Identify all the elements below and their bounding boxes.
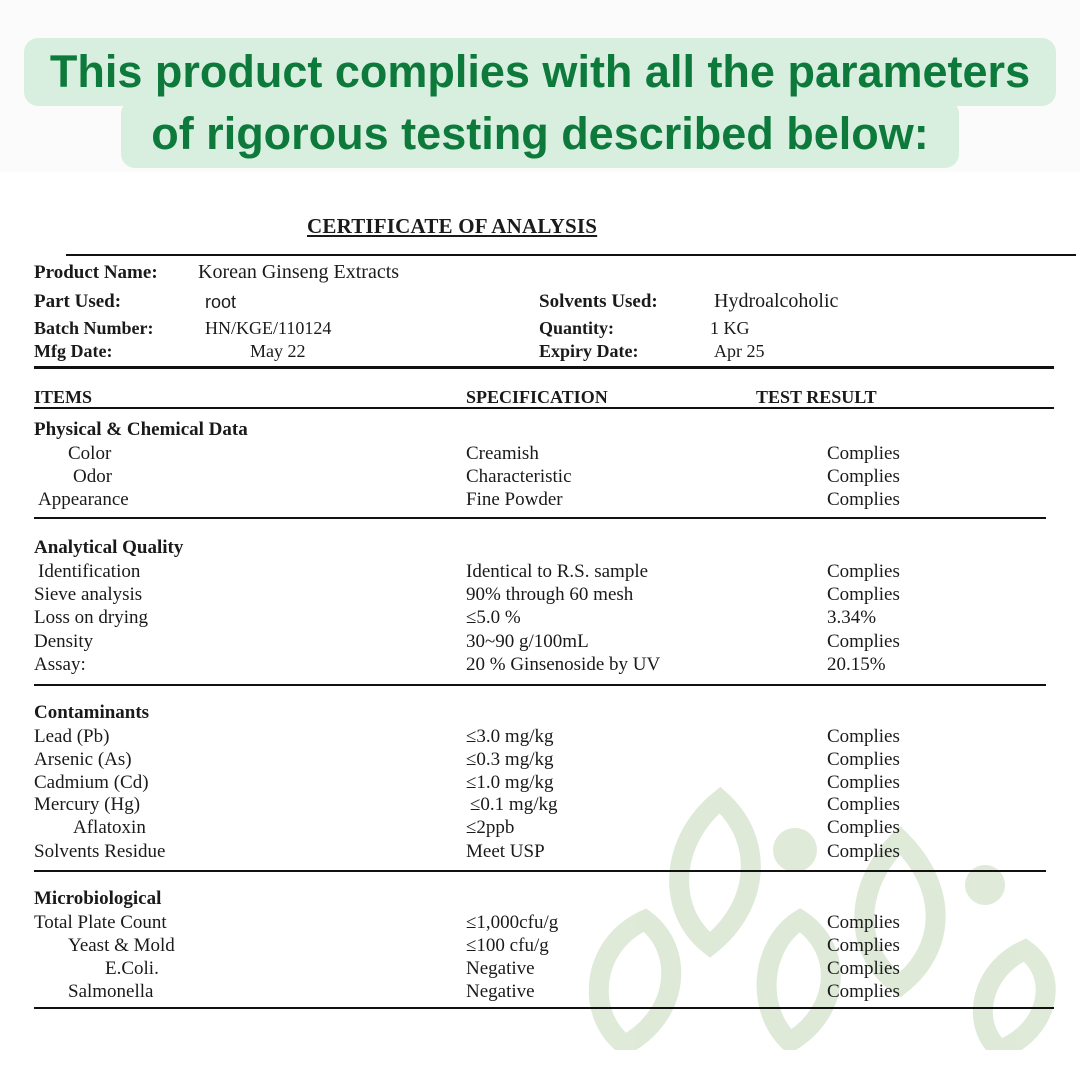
table-row-result: Complies: [827, 443, 900, 464]
column-header-rule: [34, 407, 1054, 409]
table-row-result: Complies: [827, 958, 900, 979]
table-row-spec: Creamish: [466, 443, 539, 464]
table-row-item: E.Coli.: [105, 958, 159, 979]
table-row-spec: 20 % Ginsenoside by UV: [466, 654, 661, 675]
section-title-physical-chemical: Physical & Chemical Data: [34, 419, 248, 440]
table-row-result: Complies: [827, 981, 900, 1002]
solvents-used-label: Solvents Used:: [539, 291, 658, 312]
column-header-test-result: TEST RESULT: [756, 387, 877, 407]
leaf-logo-watermark-icon: [570, 780, 1080, 1050]
mfg-date-label: Mfg Date:: [34, 341, 113, 361]
table-row-result: Complies: [827, 584, 900, 605]
column-header-specification: SPECIFICATION: [466, 387, 608, 407]
table-row-result: 20.15%: [827, 654, 886, 675]
table-row-result: 3.34%: [827, 607, 877, 628]
quantity-value: 1 KG: [710, 318, 750, 338]
table-row-result: Complies: [827, 935, 900, 956]
table-row-spec: Negative: [466, 981, 535, 1002]
title-rule: [66, 254, 1076, 256]
table-row-item: Identification: [38, 561, 141, 582]
table-row-spec: Meet USP: [466, 841, 545, 862]
table-row-item: Yeast & Mold: [68, 935, 175, 956]
table-row-spec: Characteristic: [466, 466, 572, 487]
table-row-item: Appearance: [38, 489, 129, 510]
table-bottom-rule: [34, 1007, 1054, 1009]
section-title-microbiological: Microbiological: [34, 888, 162, 909]
table-row-result: Complies: [827, 794, 900, 815]
section-divider: [34, 870, 1046, 872]
table-row-item: Aflatoxin: [73, 817, 146, 838]
table-row-spec: ≤3.0 mg/kg: [466, 726, 554, 747]
expiry-date-label: Expiry Date:: [539, 341, 639, 361]
table-row-result: Complies: [827, 841, 900, 862]
table-row-item: Color: [68, 443, 112, 464]
table-row-spec: 90% through 60 mesh: [466, 584, 634, 605]
table-row-result: Complies: [827, 466, 900, 487]
table-row-result: Complies: [827, 631, 900, 652]
table-row-spec: ≤2ppb: [466, 817, 515, 838]
table-row-spec: ≤1.0 mg/kg: [466, 772, 554, 793]
table-row-result: Complies: [827, 561, 900, 582]
table-row-spec: Negative: [466, 958, 535, 979]
table-row-spec: ≤5.0 %: [466, 607, 521, 628]
table-row-spec: ≤0.3 mg/kg: [466, 749, 554, 770]
table-row-item: Cadmium (Cd): [34, 772, 149, 793]
table-row-item: Solvents Residue: [34, 841, 166, 862]
table-row-item: Sieve analysis: [34, 584, 143, 605]
table-row-result: Complies: [827, 489, 900, 510]
table-row-item: Assay:: [34, 654, 86, 675]
table-row-item: Mercury (Hg): [34, 794, 141, 815]
banner-headline-line-1: This product complies with all the parameters: [49, 46, 1031, 97]
table-row-item: Total Plate Count: [34, 912, 167, 933]
table-row-spec: Identical to R.S. sample: [466, 561, 649, 582]
mfg-date-value: May 22: [250, 341, 306, 361]
table-row-result: Complies: [827, 817, 900, 838]
part-used-value: root: [205, 292, 237, 312]
table-row-result: Complies: [827, 749, 900, 770]
table-row-item: Lead (Pb): [34, 726, 110, 747]
batch-number-label: Batch Number:: [34, 318, 154, 338]
table-row-item: Loss on drying: [34, 607, 148, 628]
batch-number-value: HN/KGE/110124: [205, 318, 332, 338]
section-title-contaminants: Contaminants: [34, 702, 150, 723]
section-title-analytical-quality: Analytical Quality: [34, 537, 184, 558]
certificate-title: CERTIFICATE OF ANALYSIS: [307, 214, 598, 238]
header-banner: [0, 0, 1080, 172]
table-row-result: Complies: [827, 772, 900, 793]
header-block-rule: [34, 366, 1054, 369]
expiry-date-value: Apr 25: [714, 341, 765, 361]
quantity-label: Quantity:: [539, 318, 615, 338]
solvents-used-value: Hydroalcoholic: [714, 290, 839, 312]
table-row-item: Density: [34, 631, 94, 652]
table-row-item: Arsenic (As): [34, 749, 132, 770]
table-row-spec: Fine Powder: [466, 489, 563, 510]
product-name-value: Korean Ginseng Extracts: [198, 261, 400, 283]
table-row-spec: ≤100 cfu/g: [466, 935, 549, 956]
section-divider: [34, 684, 1046, 686]
section-divider: [34, 517, 1046, 519]
table-row-item: Odor: [73, 466, 113, 487]
table-row-spec: ≤0.1 mg/kg: [470, 794, 558, 815]
table-row-spec: ≤1,000cfu/g: [466, 912, 559, 933]
product-name-label: Product Name:: [34, 262, 158, 283]
column-header-items: ITEMS: [34, 387, 93, 407]
table-row-result: Complies: [827, 726, 900, 747]
table-row-spec: 30~90 g/100mL: [466, 631, 589, 652]
table-row-item: Salmonella: [68, 981, 154, 1002]
table-row-result: Complies: [827, 912, 900, 933]
part-used-label: Part Used:: [34, 291, 122, 312]
banner-headline-line-2: of rigorous testing described below:: [151, 108, 929, 159]
